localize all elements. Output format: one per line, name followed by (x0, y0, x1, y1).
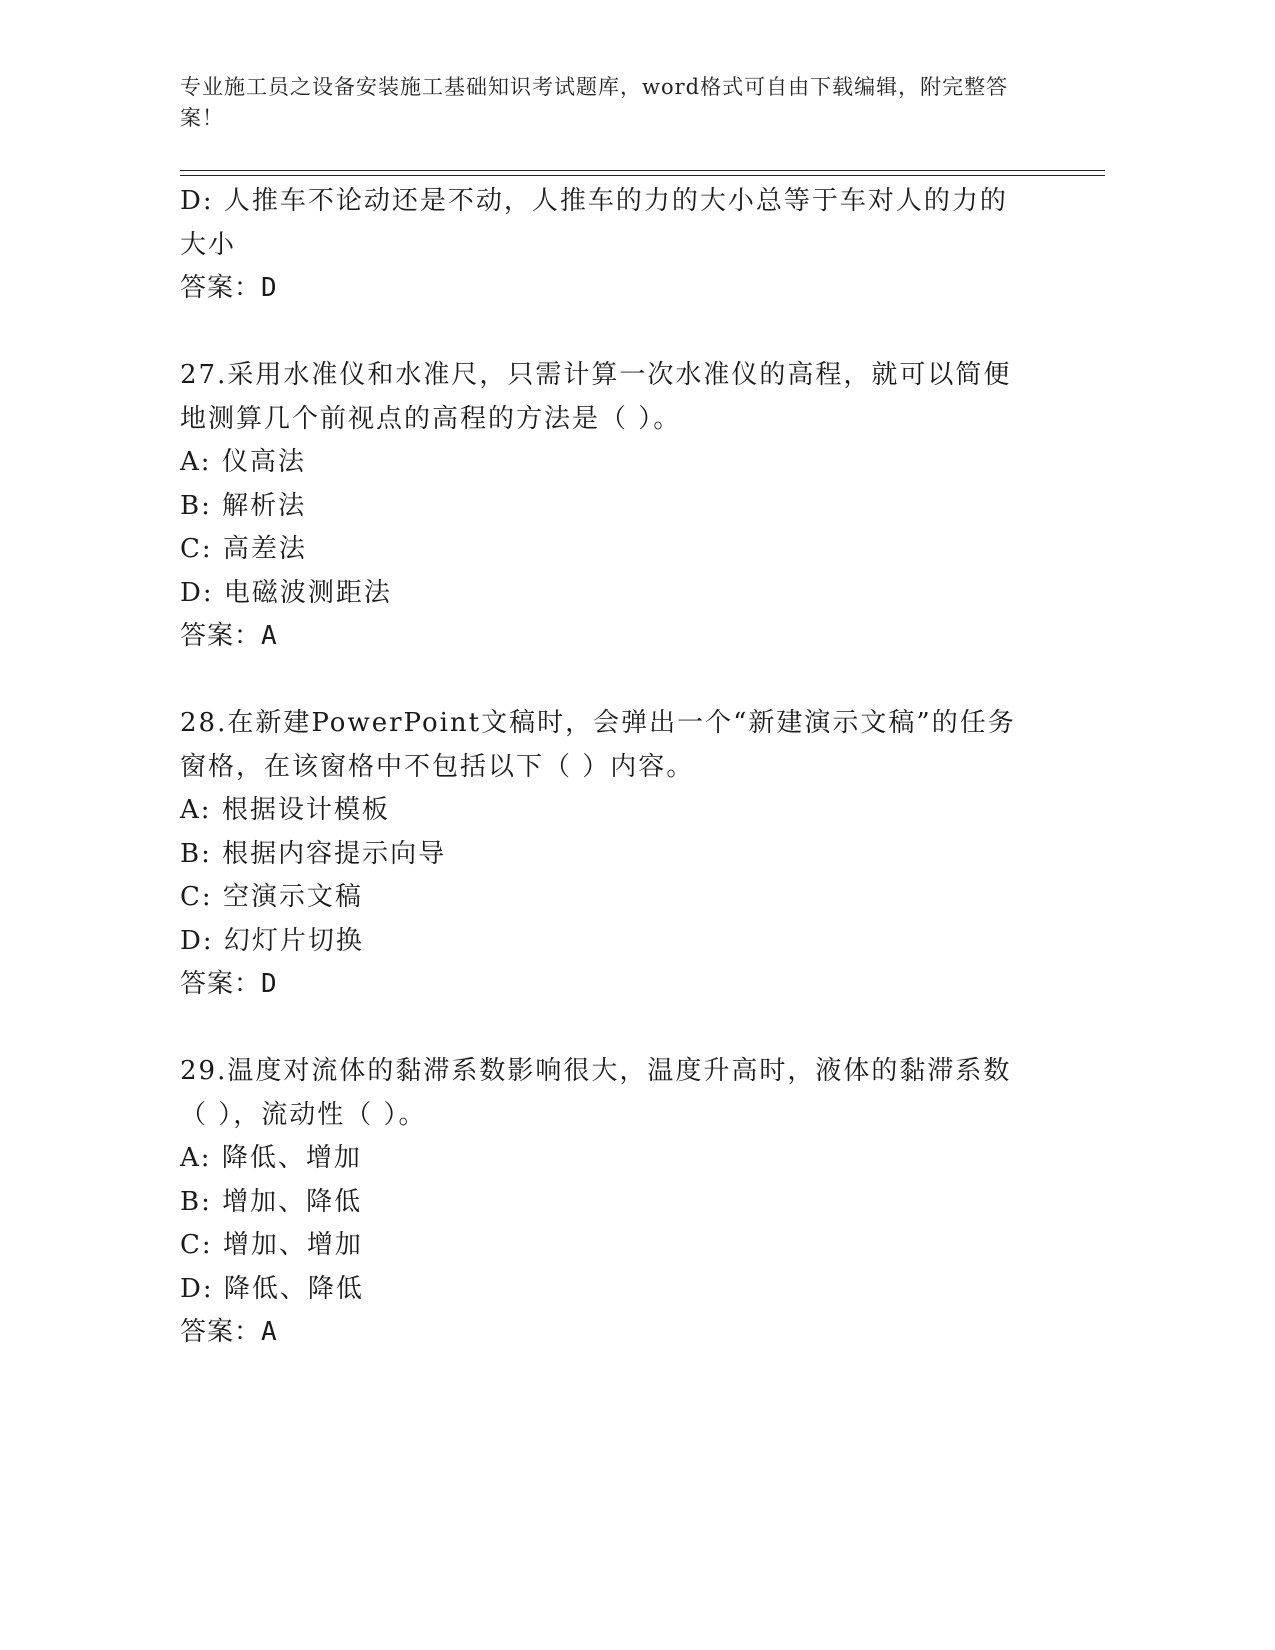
option-label: A: (180, 1143, 212, 1173)
option-label: B: (180, 490, 212, 521)
option-text: 解析法 (222, 490, 307, 521)
option-d (180, 1268, 1040, 1312)
option-label: B: (180, 838, 212, 869)
page-header: 专业施工员之设备安装施工基础知识考试题库，word格式可自由下载编辑，附完整答案！ (180, 75, 1009, 130)
question-stem: 29.温度对流体的黏滞系数影响很大，温度升高时，液体的黏滞系数（ ），流动性（ ）。 (180, 1056, 1012, 1130)
option-text: 增加、降低 (222, 1186, 363, 1217)
option-label: A: (180, 795, 212, 825)
option-d (180, 920, 1040, 964)
option-label: D: (180, 1273, 214, 1304)
header-rule-bottom (180, 175, 1105, 176)
option-label: C: (180, 1230, 213, 1260)
question-29 (180, 1050, 1040, 1355)
option-d (180, 572, 1040, 616)
question-27 (180, 354, 1040, 659)
option-b (180, 1181, 1040, 1225)
option-label: D: (180, 925, 214, 956)
option-a (180, 789, 1040, 833)
option-text: 根据内容提示向导 (222, 838, 447, 869)
option-text: 降低、增加 (221, 1143, 362, 1173)
option-label: D: (180, 186, 214, 216)
option-label: B: (180, 1186, 212, 1217)
option-text: 根据设计模板 (221, 795, 390, 825)
spacer (180, 659, 1040, 703)
option-label: C: (180, 882, 213, 912)
spacer (180, 311, 1040, 355)
question-content (180, 180, 1040, 1355)
option-text: 幻灯片切换 (223, 925, 364, 956)
question-28 (180, 702, 1040, 1007)
option-text: 人推车不论动还是不动，人推车的力的大小总等于车对人的力的大小 (180, 186, 1008, 260)
header-rule-top (180, 170, 1105, 171)
option-label: D: (180, 577, 214, 608)
answer-line: 答案：D (180, 273, 278, 303)
question-stem: 28.在新建PowerPoint文稿时，会弹出一个“新建演示文稿”的任务窗格，在该窗格中不包括以下（ ）内容。 (180, 708, 1016, 782)
option-text: 仪高法 (221, 447, 306, 477)
option-text: 高差法 (222, 534, 307, 564)
option-b (180, 485, 1040, 529)
option-a (180, 1137, 1040, 1181)
option-label: C: (180, 534, 213, 564)
option-c (180, 1224, 1040, 1268)
answer-line: 答案：A (180, 1317, 278, 1347)
option-text: 空演示文稿 (222, 882, 363, 912)
option-d (180, 180, 1030, 267)
option-a (180, 441, 1040, 485)
spacer (180, 1007, 1040, 1051)
option-c (180, 528, 1040, 572)
option-label: A: (180, 447, 212, 477)
option-text: 增加、增加 (222, 1230, 363, 1260)
option-c (180, 876, 1040, 920)
answer-line: 答案：D (180, 969, 278, 999)
answer-line: 答案：A (180, 621, 278, 651)
continuation-block (180, 180, 1040, 311)
option-text: 降低、降低 (223, 1273, 364, 1304)
question-stem: 27.采用水准仪和水准尺，只需计算一次水准仪的高程，就可以简便地测算几个前视点的高程的方法是（ ）。 (180, 360, 1012, 434)
option-text: 电磁波测距法 (223, 577, 392, 608)
option-b (180, 833, 1040, 877)
